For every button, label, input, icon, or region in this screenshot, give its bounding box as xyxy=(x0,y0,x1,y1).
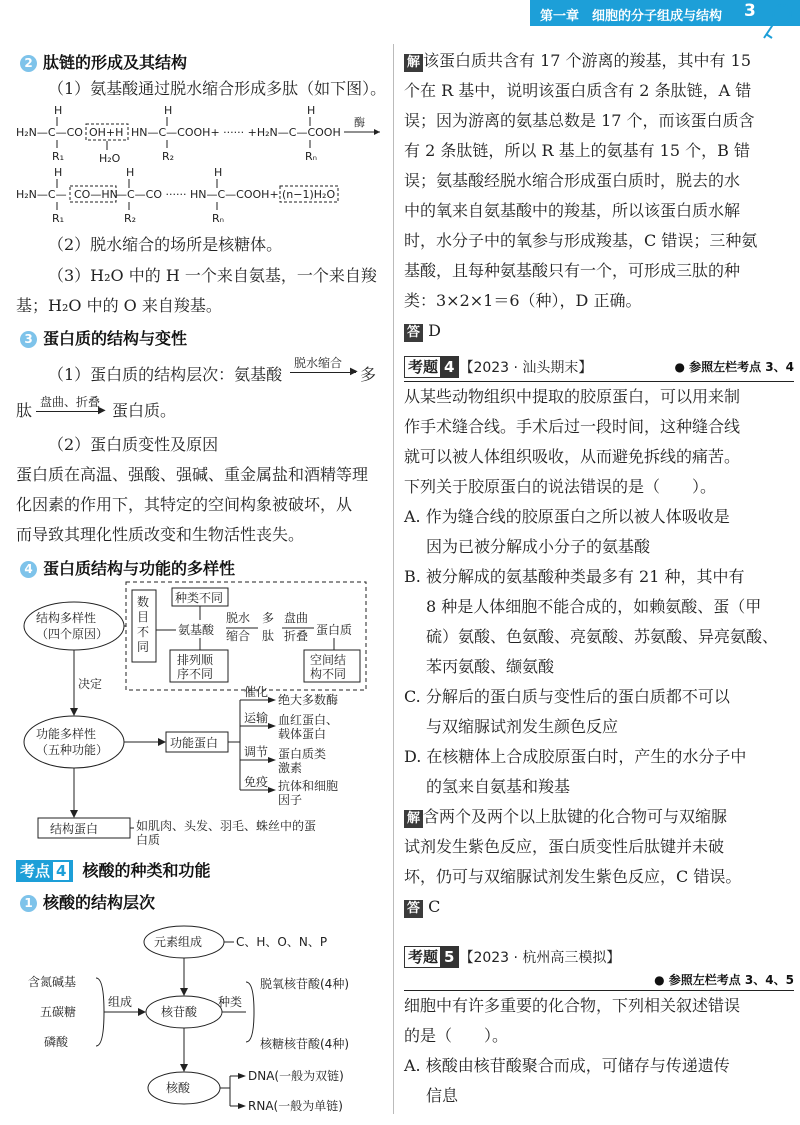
text: 就可以被人体组织吸收，从而避免拆线的痛苦。 xyxy=(404,447,741,466)
source: 【2023 · 杭州高三模拟】 xyxy=(459,950,621,966)
answer-tag: 答 xyxy=(404,900,423,918)
text: 的是（ ）。 xyxy=(404,1026,509,1045)
example: 如肌肉、头发、羽毛、蛛丝中的蛋 xyxy=(136,819,317,833)
question-4 xyxy=(404,356,794,922)
arrow-label: 脱水缩合 xyxy=(294,356,343,370)
paragraph: （2）蛋白质变性及原因 xyxy=(48,435,219,454)
function-label: 运输 xyxy=(244,711,269,725)
section-number: 2 xyxy=(20,55,37,72)
eq1-left: H₂N—C—CO xyxy=(16,126,83,139)
topic-heading-4 xyxy=(16,858,211,882)
option-b-cont: 硫）氨酸、色氨酸、亮氨酸、苏氨酸、异亮氨酸、 xyxy=(426,627,779,646)
label: 核糖核苷酸(4种) xyxy=(260,1037,349,1051)
example: 蛋白质类 xyxy=(278,747,327,761)
text: 下列关于胶原蛋白的说法错误的是（ ）。 xyxy=(404,477,717,496)
question-label: 考题 xyxy=(408,948,439,966)
oval-label: 核酸 xyxy=(166,1081,191,1095)
question-label: 考题 xyxy=(408,358,439,376)
question-tag xyxy=(404,946,459,968)
arrow-label: 盘曲、折叠 xyxy=(40,395,101,409)
reference-note: ● 参照左栏考点 3、4 xyxy=(674,360,794,374)
topic-label: 考点 xyxy=(20,862,51,880)
text: 中的氧来自氨基酸中的羧基，所以该蛋白质水解 xyxy=(404,201,741,220)
section-number: 3 xyxy=(20,331,37,348)
text: 多 xyxy=(360,365,377,384)
option-c-cont: 与双缩脲试剂发生颜色反应 xyxy=(426,717,619,736)
water-label: H₂O xyxy=(99,152,121,165)
text: 数 xyxy=(137,595,150,609)
protein-diversity-diagram xyxy=(14,578,394,850)
label: DNA(一般为双链) xyxy=(248,1069,344,1083)
q3-analysis xyxy=(404,46,794,346)
topic-tag xyxy=(16,860,73,882)
atom-h: H xyxy=(214,166,223,179)
paragraph: 蛋白质在高温、强酸、强碱、重金属盐和酒精等理 xyxy=(16,465,369,484)
text: 误；氨基酸经脱水缩合形成蛋白质时，脱去的水 xyxy=(404,171,741,190)
function-label: 催化 xyxy=(244,685,269,699)
box-label: 结构蛋白 xyxy=(50,822,99,836)
option-a-cont: 因为已被分解成小分子的氨基酸 xyxy=(426,537,651,556)
box-label: 功能蛋白 xyxy=(170,736,219,750)
section-title: 蛋白质的结构与变性 xyxy=(43,329,188,348)
label: 脱水 xyxy=(226,611,251,625)
text: 同 xyxy=(137,640,150,654)
elements: C、H、O、N、P xyxy=(236,935,328,949)
section-title: 肽链的形成及其结构 xyxy=(43,53,188,72)
text: 误；因为游离的氨基总数是 17 个，而该蛋白质含 xyxy=(404,111,755,130)
example: 血红蛋白、 xyxy=(278,713,339,727)
label: 肽 xyxy=(262,629,275,643)
section-title: 蛋白质结构与功能的多样性 xyxy=(43,559,236,578)
text: 时，水分子中的氧参与形成羧基，C 错误；三种氨 xyxy=(404,231,758,250)
peptide-reaction-diagram xyxy=(14,104,384,228)
text: 含两个及两个以上肽键的化合物可与双缩脲 xyxy=(423,807,728,826)
text: 坏，仍可与双缩脲试剂发生紫色反应，C 错误。 xyxy=(404,867,742,886)
r-group: Rₙ xyxy=(212,212,225,225)
text: 试剂发生紫色反应，蛋白质变性后肽键并未破 xyxy=(404,837,725,856)
example: 白质 xyxy=(136,833,161,847)
section-heading-2 xyxy=(20,50,187,73)
text: 目 xyxy=(137,610,150,624)
eq2-left: H₂N—C— xyxy=(16,188,67,201)
text: 基酸，且每种氨基酸只有一个，可形成三肽的种 xyxy=(404,261,741,280)
example: 激素 xyxy=(278,761,303,775)
label: 决定 xyxy=(78,677,103,691)
paragraph xyxy=(48,360,282,390)
section-number: 1 xyxy=(20,895,37,912)
answer-tag: 答 xyxy=(404,324,423,342)
r-group: Rₙ xyxy=(305,150,318,163)
peptide-bond: CO—HN xyxy=(74,188,118,201)
label: 缩合 xyxy=(226,629,251,643)
label: 折叠 xyxy=(284,629,309,643)
example: 抗体和细胞 xyxy=(278,779,339,793)
nucleic-acid-diagram xyxy=(14,916,394,1120)
option-b: B. 被分解成的氨基酸种类最多有 21 种，其中有 xyxy=(404,567,745,586)
arrow-head-icon: ▶ xyxy=(98,405,106,416)
atom-h: H xyxy=(54,104,63,117)
example: 载体蛋白 xyxy=(278,727,327,741)
arrow-line xyxy=(290,372,356,373)
oval-label: （五种功能） xyxy=(36,743,109,757)
option-a: A. 作为缝合线的胶原蛋白之所以被人体吸收是 xyxy=(404,507,730,526)
oval-label: 核苷酸 xyxy=(161,1005,198,1019)
example: 因子 xyxy=(278,793,303,807)
paragraph: 而导致其理化性质改变和生物活性丧失。 xyxy=(16,525,305,544)
box-label: 序不同 xyxy=(177,667,214,681)
option-b-cont: 苯丙氨酸、缬氨酸 xyxy=(426,657,555,676)
text: 有 2 条肽链，所以 R 基上的氨基有 15 个，B 错 xyxy=(404,141,750,160)
box-label: 空间结 xyxy=(310,653,347,667)
paragraph: 基；H₂O 中的 O 来自羧基。 xyxy=(16,296,222,315)
option-c: C. 分解后的蛋白质与变性后的蛋白质都不可以 xyxy=(404,687,730,706)
oval-label: 功能多样性 xyxy=(36,727,97,741)
example: 绝大多数酶 xyxy=(278,693,339,707)
label: 氨基酸 xyxy=(178,623,215,637)
question-tag xyxy=(404,356,459,378)
atom-h: H xyxy=(307,104,316,117)
option-b-cont: 8 种是人体细胞不能合成的，如赖氨酸、蛋（甲 xyxy=(426,597,762,616)
key-icon xyxy=(752,0,800,48)
page-number: 3 xyxy=(744,1,756,21)
arrow-head-icon: ▶ xyxy=(350,366,358,377)
section-number: 4 xyxy=(20,561,37,578)
label: 种类 xyxy=(218,995,243,1009)
column-divider xyxy=(393,44,394,1114)
label: RNA(一般为单链) xyxy=(248,1099,343,1113)
eq2-middle: —C—CO ······ HN—C—COOH+ xyxy=(116,188,279,201)
paragraph: 化因素的作用下，其特定的空间构象被破坏，从 xyxy=(16,495,353,514)
section-heading-4 xyxy=(20,556,235,579)
arrow-line xyxy=(36,411,102,412)
chapter-title: 第一章 细胞的分子组成与结构 xyxy=(540,9,723,24)
box-label: 构不同 xyxy=(310,667,347,681)
text: 作手术缝合线。手术后过一段时间，这种缝合线 xyxy=(404,417,741,436)
r-group: R₂ xyxy=(124,212,137,225)
option-d: D. 在核糖体上合成胶原蛋白时，产生的水分子中 xyxy=(404,747,747,766)
label: 多 xyxy=(262,611,275,625)
component: 含氮碱基 xyxy=(28,975,77,989)
label: 盘曲 xyxy=(284,611,309,625)
topic-title: 核酸的种类和功能 xyxy=(82,861,211,880)
atom-h: H xyxy=(54,166,63,179)
r-group: R₁ xyxy=(52,212,65,225)
text: 类：3×2×1＝6（种），D 正确。 xyxy=(404,291,642,310)
label: 脱氧核苷酸(4种) xyxy=(260,977,349,991)
text: 从某些动物组织中提取的胶原蛋白，可以用来制 xyxy=(404,387,741,406)
atom-h: H xyxy=(126,166,135,179)
topic-number: 4 xyxy=(53,862,69,880)
section-title: 核酸的结构层次 xyxy=(43,893,156,912)
function-label: 调节 xyxy=(244,745,269,759)
text: 该蛋白质共含有 17 个游离的羧基，其中有 15 xyxy=(423,51,751,70)
reference-note: ● 参照左栏考点 3、4、5 xyxy=(654,973,794,987)
label: 组成 xyxy=(108,995,133,1009)
label: 蛋白质 xyxy=(316,623,353,637)
analysis-tag: 解 xyxy=(404,810,423,828)
analysis-tag: 解 xyxy=(404,54,423,72)
eq1-middle: HN—C—COOH+ ······ +H₂N—C—COOH xyxy=(131,126,341,139)
oval-label: 元素组成 xyxy=(154,935,203,949)
oval-label: （四个原因） xyxy=(36,627,109,641)
paragraph: （2）脱水缩合的场所是核糖体。 xyxy=(48,235,283,254)
oval-label: 结构多样性 xyxy=(36,611,97,625)
box-label: 排列顺 xyxy=(177,653,214,667)
question-number: 5 xyxy=(440,947,458,967)
atom-h: H xyxy=(164,104,173,117)
answer: D xyxy=(428,321,441,340)
option-d-cont: 的氢来自氨基和羧基 xyxy=(426,777,571,796)
answer: C xyxy=(428,897,441,916)
eq1-removed-group: OH+H xyxy=(89,126,124,139)
question-number: 4 xyxy=(440,357,458,377)
paragraph: （3）H₂O 中的 H 一个来自氨基，一个来自羧 xyxy=(48,266,377,285)
paragraph: （1）氨基酸通过脱水缩合形成多肽（如下图）。 xyxy=(48,79,387,98)
box-label: 种类不同 xyxy=(175,591,224,605)
text: 不 xyxy=(137,625,150,639)
text: 蛋白质。 xyxy=(112,401,177,420)
section-heading-3 xyxy=(20,326,187,349)
text: （1）蛋白质的结构层次：氨基酸 xyxy=(48,365,283,384)
component: 磷酸 xyxy=(44,1035,69,1049)
option-a-cont: 信息 xyxy=(426,1086,459,1105)
function-label: 免疫 xyxy=(244,775,269,789)
component: 五碳糖 xyxy=(40,1005,77,1019)
water-count: (n−1)H₂O xyxy=(282,188,336,201)
text: 肽 xyxy=(16,401,33,420)
question-5 xyxy=(404,946,794,1111)
section-heading-1 xyxy=(20,890,155,913)
source: 【2023 · 汕头期末】 xyxy=(459,360,593,376)
text: 细胞中有许多重要的化合物，下列相关叙述错误 xyxy=(404,996,741,1015)
r-group: R₂ xyxy=(162,150,175,163)
r-group: R₁ xyxy=(52,150,65,163)
option-a: A. 核酸由核苷酸聚合而成，可储存与传递遗传 xyxy=(404,1056,730,1075)
text: 个在 R 基中，说明该蛋白质含有 2 条肽链，A 错 xyxy=(404,81,752,100)
enzyme-label: 酶 xyxy=(354,116,365,129)
